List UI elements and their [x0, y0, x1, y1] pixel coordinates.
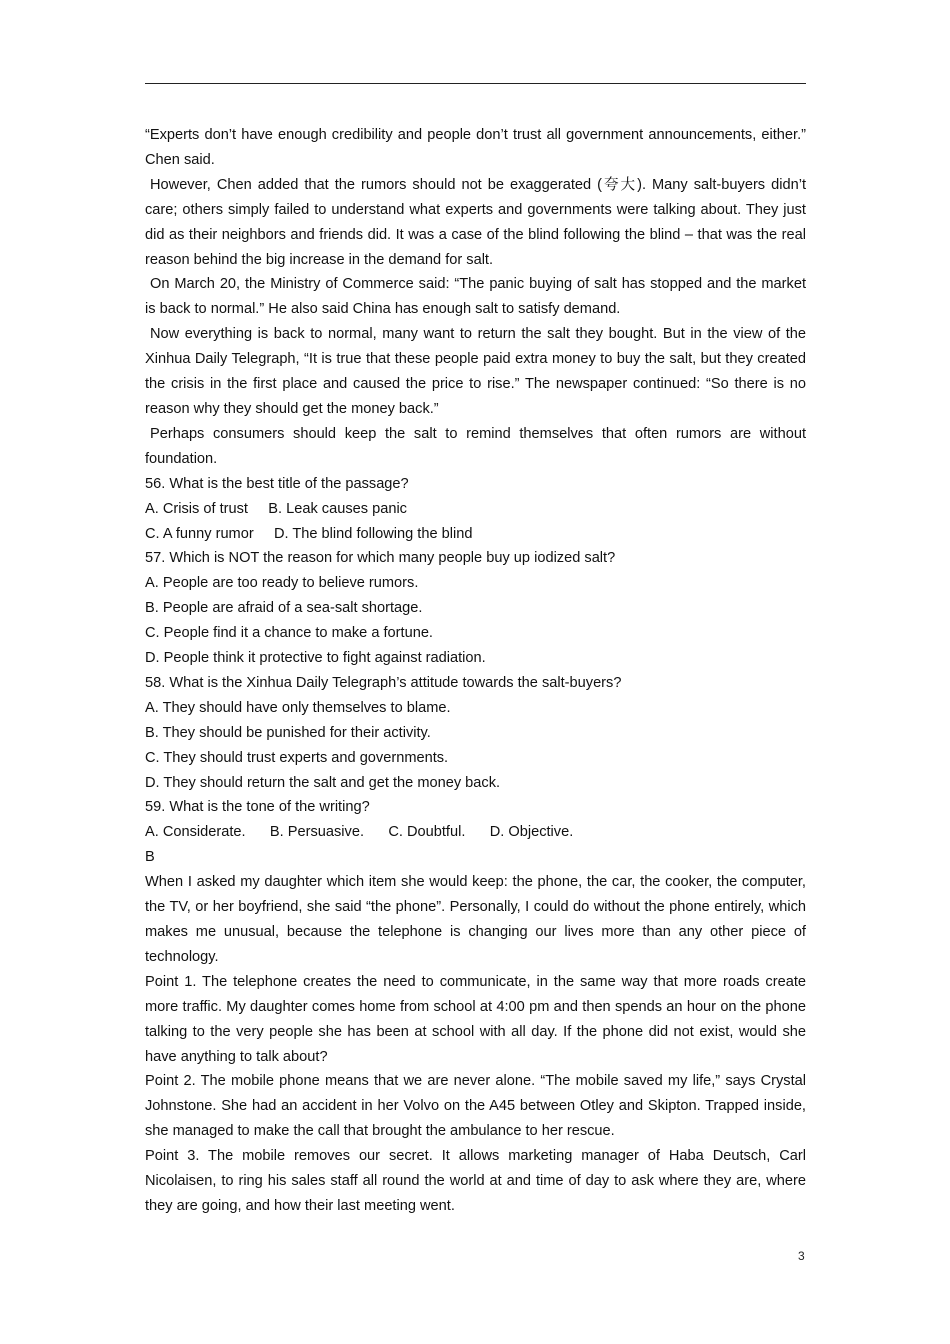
passage-b-label: B	[145, 849, 155, 866]
question-57-text: 57. Which is NOT the reason for which many people buy up iodized salt?	[145, 550, 616, 567]
passage-a-paragraph-2: However, Chen added that the rumors should not be exaggerated (夸大). Many salt-buyers didn’t care; others simply failed to understand what experts and governments were talking about. They just did as their neighbors and friends did. It was a case of the blind following the blind – that was the real reason behind the big increase in the demand for salt.	[145, 176, 806, 268]
passage-a-paragraph-4: Now everything is back to normal, many want to return the salt they bought. But in the view of the Xinhua Daily Telegraph, “It is true that these people paid extra money to buy the salt, but they created the crisis in the first place and caused the price to rise.” The newspaper continued: “So there is no reason why they should get the money back.”	[145, 326, 806, 417]
passage-a	[145, 123, 806, 472]
question-59-options: A. Considerate. B. Persuasive. C. Doubtful. D. Objective.	[145, 824, 574, 841]
passage-b-paragraph-4: Point 3. The mobile removes our secret. It allows marketing manager of Haba Deutsch, Carl Nicolaisen, to ring his sales staff all round the world at and time of day to ask where they are, where they are going, and how their last meeting went.	[145, 1148, 806, 1214]
question-57-option-d: D. People think it protective to fight against radiation.	[145, 650, 486, 667]
question-56-text: 56. What is the best title of the passage?	[145, 475, 409, 492]
question-59	[145, 795, 806, 845]
page-number: 3	[798, 1249, 805, 1263]
question-58	[145, 671, 806, 796]
question-59-text: 59. What is the tone of the writing?	[145, 799, 370, 816]
passage-b	[145, 845, 806, 1219]
question-57-option-b: B. People are afraid of a sea-salt shortage.	[145, 600, 423, 617]
question-58-text: 58. What is the Xinhua Daily Telegraph’s attitude towards the salt-buyers?	[145, 674, 622, 691]
question-56-options-line-1: A. Crisis of trust B. Leak causes panic	[145, 500, 407, 517]
question-58-option-d: D. They should return the salt and get the money back.	[145, 774, 501, 791]
question-56-options-line-2: C. A funny rumor D. The blind following the blind	[145, 525, 473, 542]
question-58-option-c: C. They should trust experts and governments.	[145, 749, 449, 766]
page-content	[145, 123, 806, 1219]
question-58-option-b: B. They should be punished for their activity.	[145, 724, 431, 741]
passage-a-paragraph-1: “Experts don’t have enough credibility and people don’t trust all government announcements, either.” Chen said.	[145, 127, 806, 168]
question-57-option-c: C. People find it a chance to make a fortune.	[145, 625, 433, 642]
question-56	[145, 472, 806, 547]
question-57	[145, 546, 806, 671]
header-rule	[145, 83, 806, 84]
passage-b-paragraph-1: When I asked my daughter which item she would keep: the phone, the car, the cooker, the computer, the TV, or her boyfriend, she said “the phone”. Personally, I could do without the phone entirely, which makes me unusual, because the telephone is changing our lives more than any other piece of technology.	[145, 874, 806, 965]
question-58-option-a: A. They should have only themselves to blame.	[145, 699, 451, 716]
passage-a-paragraph-3: On March 20, the Ministry of Commerce said: “The panic buying of salt has stopped and the market is back to normal.” He also said China has enough salt to satisfy demand.	[145, 276, 806, 318]
passage-a-paragraph-5: Perhaps consumers should keep the salt to remind themselves that often rumors are without foundation.	[145, 425, 806, 467]
question-57-option-a: A. People are too ready to believe rumors.	[145, 575, 419, 592]
passage-b-paragraph-2: Point 1. The telephone creates the need to communicate, in the same way that more roads create more traffic. My daughter comes home from school at 4:00 pm and then spends an hour on the phone talking to the very people she has been at school with all day. If the phone did not exist, would she have anything to talk about?	[145, 973, 806, 1065]
passage-b-paragraph-3: Point 2. The mobile phone means that we are never alone. “The mobile saved my life,” says Crystal Johnstone. She had an accident in her Volvo on the A45 between Otley and Skipton. Trapped inside, she managed to make the call that brought the ambulance to her rescue.	[145, 1073, 806, 1140]
